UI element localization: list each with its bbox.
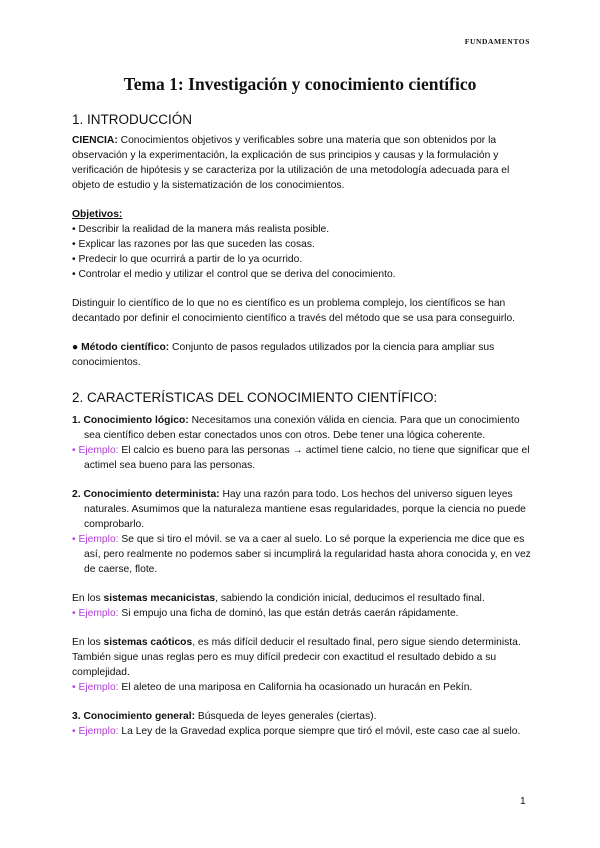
- caoticos-term: sistemas caóticos: [103, 637, 193, 648]
- list-item: • Controlar el medio y utilizar el control que se deriva del conocimiento.: [72, 269, 396, 280]
- logico-example: El calcio es bueno para las personas → actimel tiene calcio, no tiene que significar que el actimel sea bueno para las personas.: [84, 445, 530, 471]
- example-label: • Ejemplo:: [72, 682, 119, 693]
- sistemas-mecanicistas-block: [72, 591, 534, 621]
- ciencia-text: Conocimientos objetivos y verificables sobre una materia que son obtenidos por la observación y la experimentación, la explicación de sus principios y causas y la formulación y verificación de hipótesis y se caracteriza por la utilización de una metodología adecuada para el objeto de estudio y la sistematización de los conocimientos.: [72, 135, 510, 191]
- caoticos-pre: En los: [72, 637, 104, 648]
- page-number: 1: [520, 796, 526, 807]
- ciencia-term: CIENCIA:: [72, 135, 118, 146]
- page-title: Tema 1: Investigación y conocimiento científico: [123, 74, 477, 94]
- example-label: • Ejemplo:: [72, 445, 119, 456]
- metodo-text: Conjunto de pasos regulados utilizados por la ciencia para ampliar sus conocimientos.: [72, 342, 495, 368]
- general-example: La Ley de la Gravedad explica porque siempre que tiró el móvil, este caso cae al suelo.: [118, 726, 521, 737]
- list-item: • Explicar las razones por las que suceden las cosas.: [72, 239, 315, 250]
- objetivos-block: [72, 207, 534, 282]
- conocimiento-logico-block: [72, 413, 534, 473]
- header-tag: FUNDAMENTOS: [464, 37, 530, 46]
- mecanicistas-pre: En los: [72, 593, 104, 604]
- determinista-term: 2. Conocimiento determinista:: [72, 489, 220, 500]
- metodo-cientifico: [72, 340, 534, 370]
- mecanicistas-term: sistemas mecanicistas: [103, 593, 216, 604]
- document-body: [72, 112, 534, 739]
- sistemas-caoticos-block: [72, 635, 534, 695]
- mecanicistas-post: , sabiendo la condición inicial, deducimos el resultado final.: [215, 593, 485, 604]
- section-heading-caracteristicas: 2. CARACTERÍSTICAS DEL CONOCIMIENTO CIENTÍFICO:: [72, 390, 438, 405]
- general-text: Búsqueda de leyes generales (ciertas).: [195, 711, 377, 722]
- determinista-text: Hay una razón para todo. Los hechos del universo siguen leyes naturales. Asumimos que la naturaleza mantiene esas regularidades, porque la ciencia no puede comprobarlo.: [84, 489, 526, 530]
- logico-term: 1. Conocimiento lógico:: [72, 415, 189, 426]
- conocimiento-general-block: [72, 709, 534, 739]
- logico-text: Necesitamos una conexión válida en ciencia. Para que un conocimiento sea científico deben estar conectados unos con otros. Debe tener una lógica coherente.: [84, 415, 520, 441]
- distinguir-paragraph: Distinguir lo científico de lo que no es científico es un problema complejo, los científicos se han decantado por definir el conocimiento científico a través del método que se usa para conseguirlo.: [72, 298, 516, 324]
- determinista-example: Se que si tiro el móvil. se va a caer al suelo. Lo sé porque la experiencia me dice que es así, pero realmente no podemos saber si incumplirá la regularidad hasta ahora conocida y, en vez de caerse, flote.: [84, 534, 531, 575]
- mecanicistas-example: Si empujo una ficha de dominó, las que están detrás caerán rápidamente.: [118, 608, 459, 619]
- objetivos-label: Objetivos:: [72, 209, 123, 220]
- ciencia-definition: [72, 133, 534, 193]
- caoticos-post: , es más difícil deducir el resultado final, pero sigue siendo determinista. También sigue unas reglas pero es muy difícil predecir con exactitud el resultado debido a su complejidad.: [72, 637, 521, 678]
- example-label: • Ejemplo:: [72, 534, 119, 545]
- example-label: • Ejemplo:: [72, 726, 119, 737]
- section-heading-introduccion: 1. INTRODUCCIÓN: [72, 112, 193, 127]
- caoticos-example: El aleteo de una mariposa en California ha ocasionado un huracán en Pekín.: [118, 682, 473, 693]
- example-label: • Ejemplo:: [72, 608, 119, 619]
- metodo-term: ● Método científico:: [72, 342, 170, 353]
- general-term: 3. Conocimiento general:: [72, 711, 196, 722]
- conocimiento-determinista-block: [72, 487, 534, 577]
- list-item: • Describir la realidad de la manera más realista posible.: [72, 224, 330, 235]
- list-item: • Predecir lo que ocurrirá a partir de lo ya ocurrido.: [72, 254, 303, 265]
